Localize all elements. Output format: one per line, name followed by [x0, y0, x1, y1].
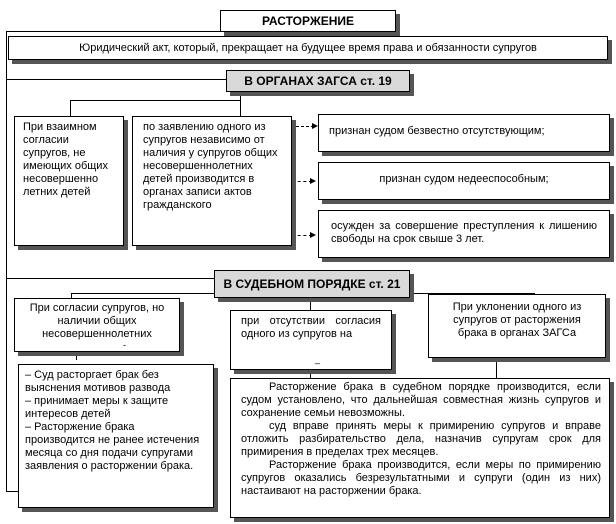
court-case2-text: при отсутствии согласия одного из супругов на — [241, 315, 381, 340]
court-result2-paragraph: суд вправе принять меры к примирению супругов и вправе отложить разбирательство дела, назначив супругам срок для примирения в пределах трех месяцев. — [241, 420, 601, 458]
court-result2-paragraph: Расторжение брака в судебном порядке производится, если судом установлено, что дальнейшая совместная жизнь супругов и сохранение семьи невозможны. — [241, 381, 601, 419]
court-case1-mark: - — [123, 340, 126, 350]
condition-incapable-text: признан судом недееспособным; — [379, 173, 549, 185]
condition-missing-box — [318, 114, 610, 152]
court-header-label: В СУДЕБНОМ ПОРЯДКЕ ст. 21 — [223, 276, 401, 291]
zags-unilateral-box — [132, 116, 292, 246]
court-case1-box — [14, 298, 180, 352]
condition-missing-text: признан судом безвестно отсутствующим; — [329, 125, 545, 137]
court-case1-text: При согласии супругов, но наличии общих несовершеннолетних — [29, 302, 165, 340]
court-result2-box — [230, 378, 610, 518]
arrow — [292, 235, 312, 236]
court-result1-line: – Расторжение брака производится не ранее истечения месяца со дня подачи супругами заявления о расторжении брака. — [25, 421, 200, 472]
court-result1-line: – принимает меры к защите интересов детей — [25, 395, 169, 420]
condition-convicted-box — [318, 210, 610, 258]
connector — [6, 79, 226, 80]
arrow — [292, 181, 312, 182]
court-case3-text: При уклонении одного из супругов от расторжения брака в органах ЗАГСа — [452, 301, 582, 339]
court-result1-line: – Суд расторгает брак без выяснения мотивов развода — [25, 369, 171, 394]
condition-incapable-box — [318, 162, 610, 200]
condition-convicted-text: осужден за совершение преступления к лишению свободы на срок свыше 3 лет. — [331, 220, 597, 245]
connector — [310, 298, 311, 310]
court-case2-mark: _ — [315, 354, 321, 364]
arrow-head — [310, 178, 316, 184]
zags-mutual-text: При взаимном согласии супругов, не имеющих общих несовершенно летних детей — [23, 121, 108, 198]
connector — [6, 31, 220, 32]
connector — [70, 100, 240, 101]
court-result2-paragraph: Расторжение брака производится, если меры по примирению супругов оказались безрезультатными и супруги (один из них) настаивают на расторжении брака. — [241, 459, 601, 497]
definition-box — [8, 36, 608, 60]
court-case3-box — [428, 294, 606, 358]
court-case2-box — [230, 310, 392, 370]
zags-header — [226, 70, 410, 92]
zags-unilateral-text: по заявлению одного из супругов независимо от наличия у супругов общих несовершеннолетних детей производится в органах записи актов гражданского — [143, 121, 278, 211]
zags-mutual-box — [14, 116, 124, 246]
connector — [6, 278, 214, 279]
definition-text: Юридический акт, который, прекращает на будущее время права и обязанности супругов — [79, 42, 537, 54]
page-title: РАСТОРЖЕНИЕ — [261, 13, 355, 28]
court-result1-box — [18, 364, 214, 508]
court-header — [214, 270, 410, 298]
connector — [6, 31, 7, 491]
zags-header-label: В ОРГАНАХ ЗАГСА ст. 19 — [244, 73, 392, 88]
title-box — [220, 10, 396, 32]
connector — [240, 92, 241, 116]
connector — [70, 100, 71, 116]
connector — [310, 370, 311, 378]
connector — [71, 293, 214, 294]
connector — [496, 360, 497, 378]
arrow-head — [310, 232, 316, 238]
